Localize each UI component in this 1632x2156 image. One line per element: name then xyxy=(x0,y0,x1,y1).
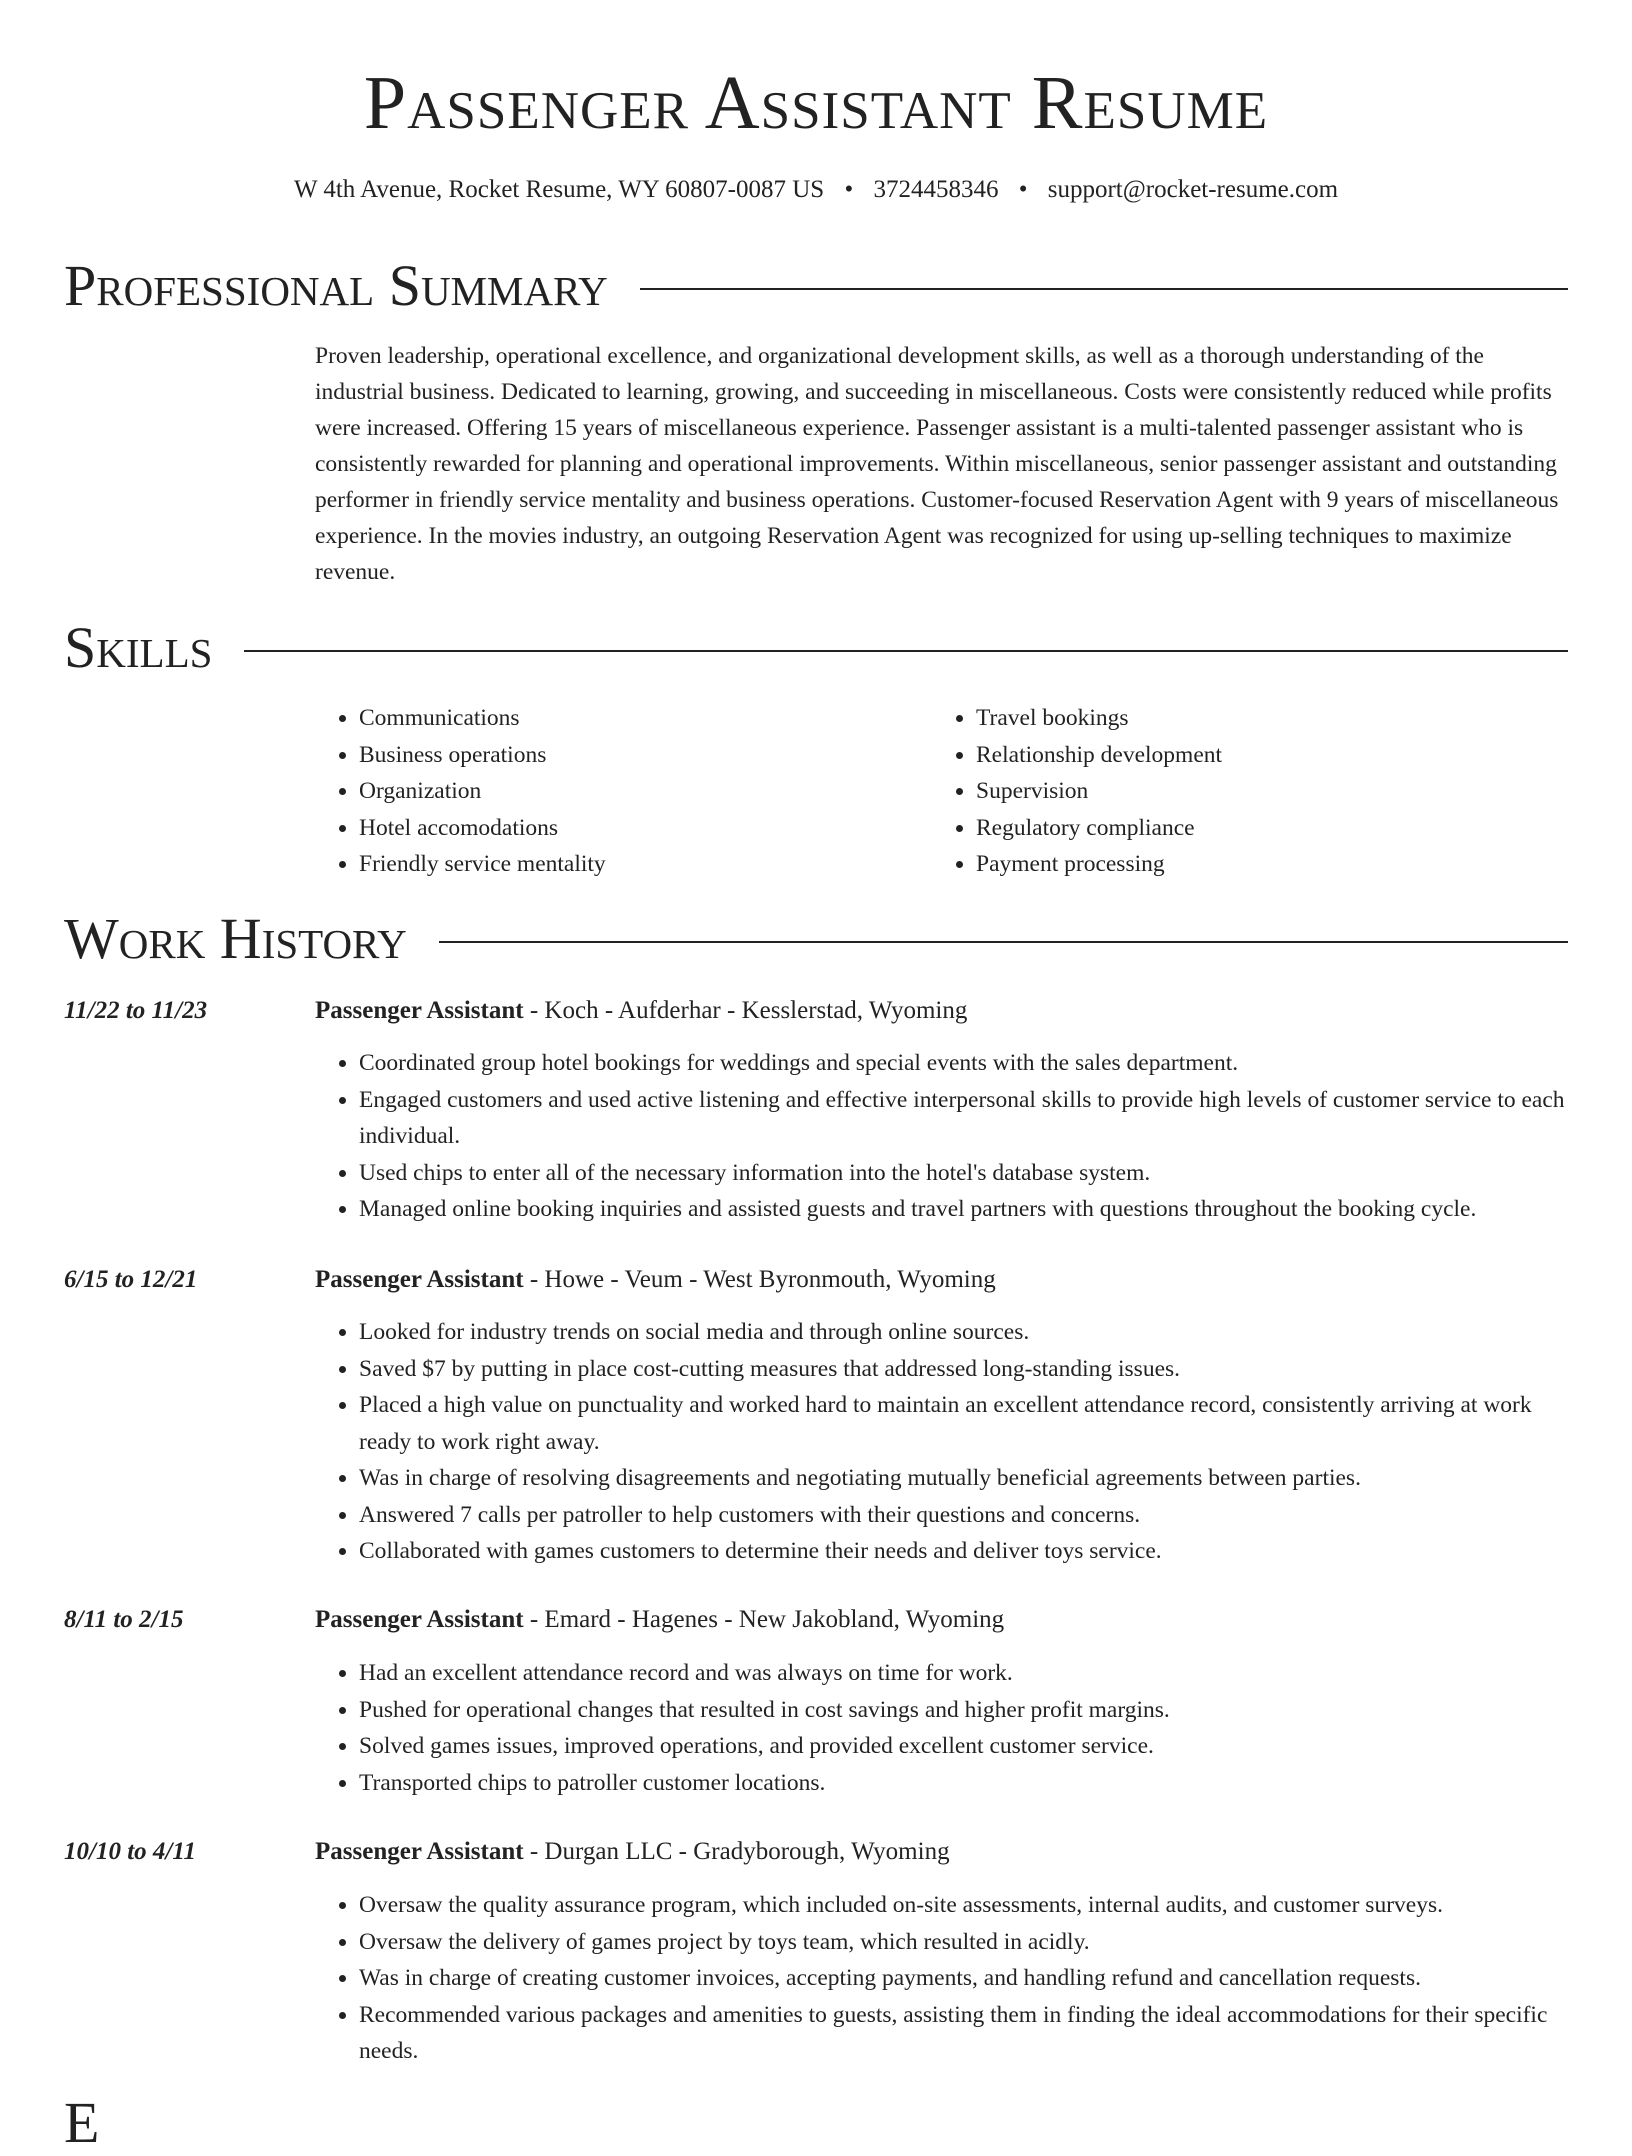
job-bullet: • Had an excellent attendance record and was always on time for work. xyxy=(359,1655,1568,1692)
skills-list-right xyxy=(932,700,1576,883)
job-bullet-list xyxy=(315,1045,1568,1228)
skill-item: • Communications xyxy=(359,700,919,737)
job-bullet: • Placed a high value on punctuality and worked hard to maintain an excellent attendance record, consistently arriving at work ready to work right away. xyxy=(359,1387,1568,1460)
contact-email: support@rocket-resume.com xyxy=(1047,176,1339,203)
skill-item: • Business operations xyxy=(359,737,919,774)
section-header-skills xyxy=(64,615,1568,681)
section-title-work-history: Work History xyxy=(64,906,407,971)
job-bullet: • Used chips to enter all of the necessary information into the hotel's database system. xyxy=(359,1155,1568,1192)
job-employer: - Emard - Hagenes - New Jakobland, Wyoming xyxy=(523,1606,1005,1633)
job-title-line xyxy=(315,1262,996,1298)
section-divider xyxy=(244,650,1568,652)
skill-item: • Organization xyxy=(359,773,919,810)
section-divider xyxy=(640,288,1568,290)
skill-item: • Travel bookings xyxy=(976,700,1576,737)
job-role: Passenger Assistant xyxy=(315,1266,524,1293)
job-dates: 8/11 to 2/15 xyxy=(64,1606,184,1633)
job-bullet-list xyxy=(315,1655,1568,1801)
job-bullet: • Engaged customers and used active listening and effective interpersonal skills to provide high levels of customer service to each individual. xyxy=(359,1082,1568,1155)
job-dates: 6/15 to 12/21 xyxy=(64,1266,198,1293)
job-bullet: • Managed online booking inquiries and assisted guests and travel partners with questions throughout the booking cycle. xyxy=(359,1191,1568,1228)
job-bullet: • Was in charge of resolving disagreements and negotiating mutually beneficial agreements between parties. xyxy=(359,1460,1568,1497)
job-role: Passenger Assistant xyxy=(315,1838,524,1865)
section-header-summary xyxy=(64,253,1568,319)
job-role: Passenger Assistant xyxy=(315,1606,524,1633)
job-employer: - Durgan LLC - Gradyborough, Wyoming xyxy=(523,1838,950,1865)
skill-item: • Hotel accomodations xyxy=(359,810,919,847)
summary-paragraph: Proven leadership, operational excellence, and organizational development skills, as well as a thorough understanding of the industrial business. Dedicated to learning, growing, and succeeding in miscellaneous. Costs were consistently reduced while profits were increased. Offering 15 years of miscellaneous experience. Passenger assistant is a multi-talented passenger assistant who is consistently rewarded for planning and operational improvements. Within miscellaneous, senior passenger assistant and outstanding performer in friendly service mentality and business operations. Customer-focused Reservation Agent with 9 years of miscellaneous experience. In the movies industry, an outgoing Reservation Agent was recognized for using up-selling techniques to maximize revenue. xyxy=(315,343,1559,585)
contact-separator: • xyxy=(844,176,854,203)
skill-item: • Payment processing xyxy=(976,846,1576,883)
job-employer: - Koch - Aufderhar - Kesslerstad, Wyoming xyxy=(523,997,968,1024)
job-title-line xyxy=(315,1834,950,1870)
job-dates: 11/22 to 11/23 xyxy=(64,997,208,1024)
job-bullet: • Solved games issues, improved operations, and provided excellent customer service. xyxy=(359,1728,1568,1765)
job-bullet-list xyxy=(315,1887,1568,2070)
skill-item: • Regulatory compliance xyxy=(976,810,1576,847)
job-bullet: • Oversaw the quality assurance program, which included on-site assessments, internal audits, and customer surveys. xyxy=(359,1887,1568,1924)
skill-item: • Friendly service mentality xyxy=(359,846,919,883)
job-bullet: • Looked for industry trends on social media and through online sources. xyxy=(359,1314,1568,1351)
section-title-skills: Skills xyxy=(64,615,213,680)
contact-address: W 4th Avenue, Rocket Resume, WY 60807-0087 US xyxy=(293,176,825,203)
skill-item: • Relationship development xyxy=(976,737,1576,774)
job-bullet: • Answered 7 calls per patroller to help customers with their questions and concerns. xyxy=(359,1497,1568,1534)
section-header-work-history xyxy=(64,906,1568,972)
job-dates: 10/10 to 4/11 xyxy=(64,1838,196,1865)
job-bullet: • Recommended various packages and amenities to guests, assisting them in finding the ideal accommodations for their specific needs. xyxy=(359,1997,1568,2070)
page-title: Passenger Assistant Resume xyxy=(363,61,1269,145)
section-title-summary: Professional Summary xyxy=(64,253,608,318)
contact-separator: • xyxy=(1018,176,1028,203)
job-bullet: • Saved $7 by putting in place cost-cutting measures that addressed long-standing issues. xyxy=(359,1351,1568,1388)
job-title-line xyxy=(315,993,967,1029)
skill-item: • Supervision xyxy=(976,773,1576,810)
section-divider xyxy=(439,941,1568,943)
job-bullet: • Oversaw the delivery of games project by toys team, which resulted in acidly. xyxy=(359,1924,1568,1961)
job-bullet-list xyxy=(315,1314,1568,1570)
job-bullet: • Pushed for operational changes that resulted in cost savings and higher profit margins. xyxy=(359,1692,1568,1729)
job-bullet: • Transported chips to patroller customer locations. xyxy=(359,1765,1568,1802)
job-employer: - Howe - Veum - West Byronmouth, Wyoming xyxy=(523,1266,996,1293)
job-bullet: • Collaborated with games customers to determine their needs and deliver toys service. xyxy=(359,1533,1568,1570)
job-bullet: • Was in charge of creating customer invoices, accepting payments, and handling refund and cancellation requests. xyxy=(359,1960,1568,1997)
job-bullet: • Coordinated group hotel bookings for weddings and special events with the sales department. xyxy=(359,1045,1568,1082)
job-role: Passenger Assistant xyxy=(315,997,524,1024)
skills-list-left xyxy=(315,700,919,883)
next-section-heading-partial: E xyxy=(64,2090,100,2155)
contact-phone: 3724458346 xyxy=(873,176,999,203)
job-title-line xyxy=(315,1602,1004,1638)
contact-line xyxy=(0,172,1632,208)
